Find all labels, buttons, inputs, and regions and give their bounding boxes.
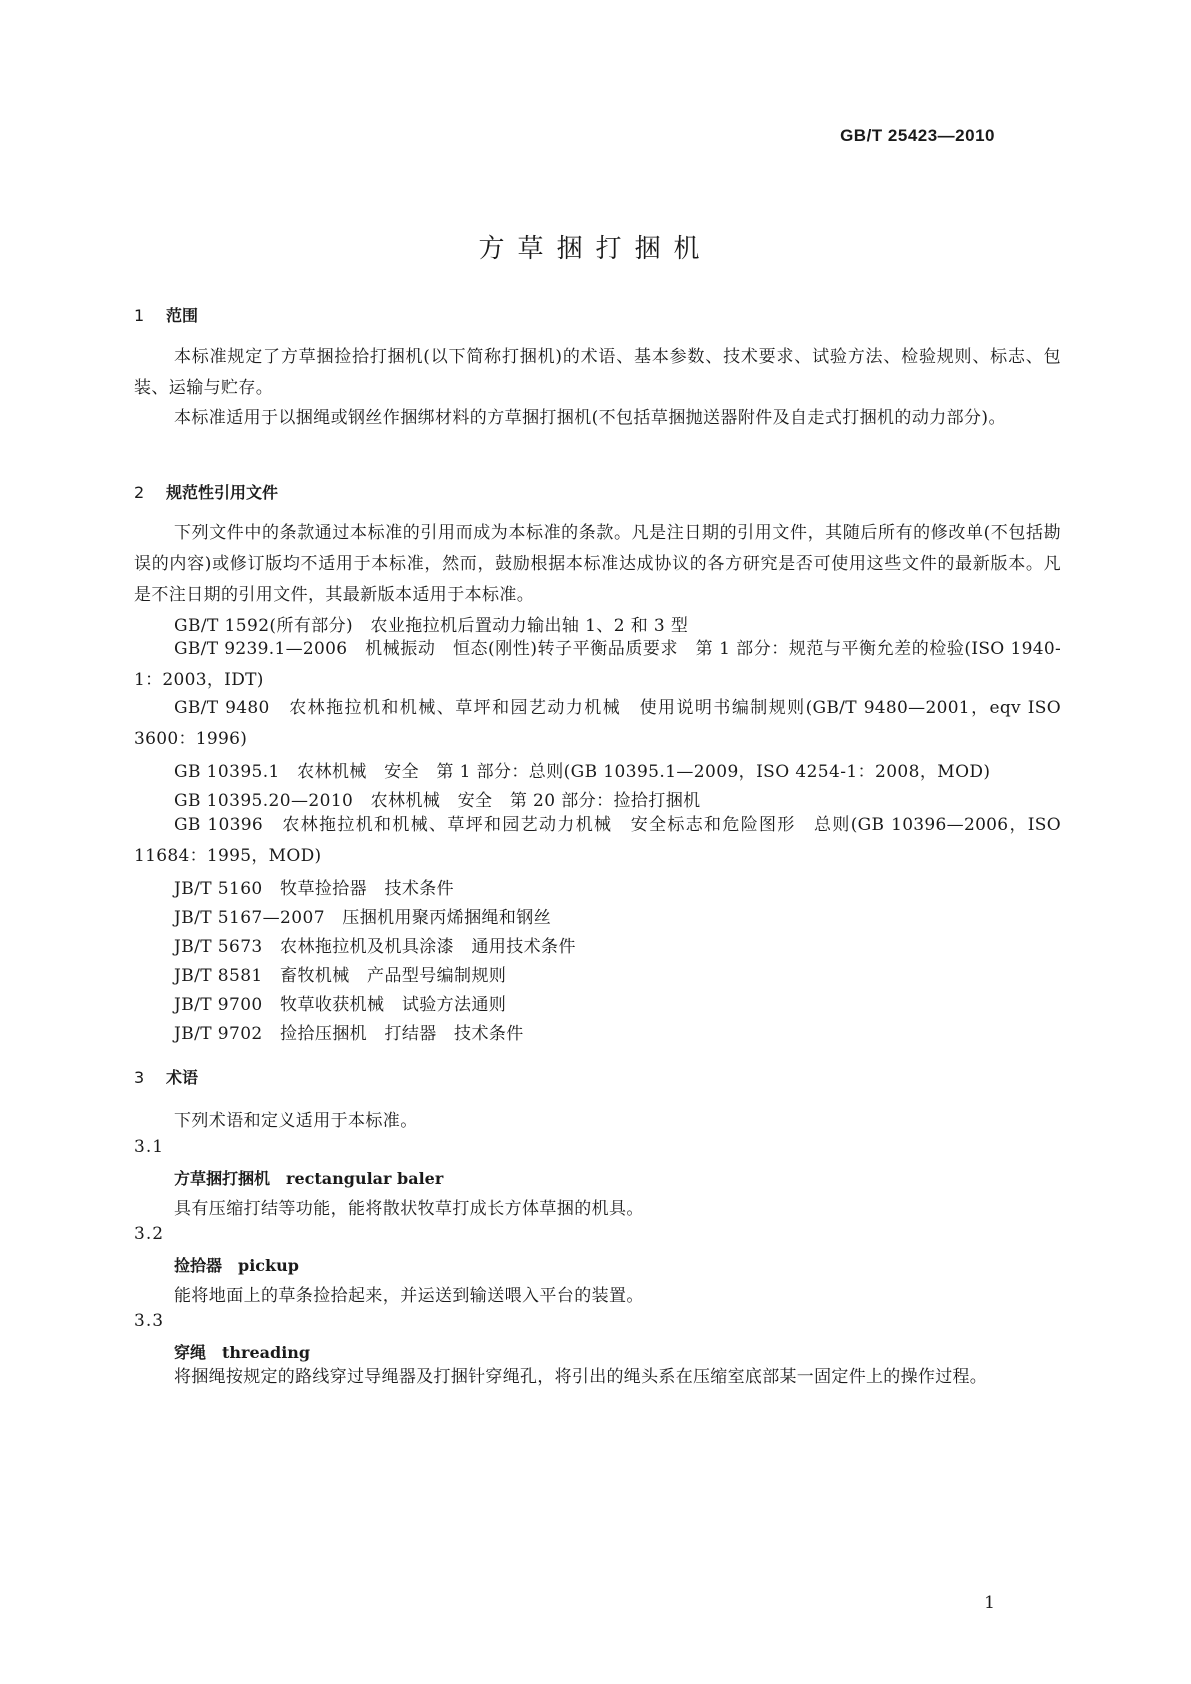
section-1-paragraph-1: 本标准规定了方草捆捡拾打捆机(以下简称打捆机)的术语、基本参数、技术要求、试验方法、检验规则、标志、包装、运输与贮存。	[134, 347, 1061, 398]
reference-item: JB/T 5160 牧草捡拾器 技术条件	[174, 879, 455, 899]
section-3-intro: 下列术语和定义适用于本标准。	[174, 1111, 418, 1131]
term-number: 3.1	[134, 1137, 165, 1157]
section-2-intro: 下列文件中的条款通过本标准的引用而成为本标准的条款。凡是注日期的引用文件，其随后所有的修改单(不包括勘误的内容)或修订版均不适用于本标准，然而，鼓励根据本标准达成协议的各方研究是否可使用这些文件的最新版本。凡是不注日期的引用文件，其最新版本适用于本标准。	[134, 523, 1061, 605]
page-title: 方草捆打捆机	[478, 234, 713, 264]
standard-number: GB/T 25423—2010	[840, 126, 995, 145]
section-title: 术语	[166, 1068, 199, 1087]
term-chinese: 方草捆打捆机	[174, 1169, 271, 1188]
term-definition: 具有压缩打结等功能，能将散状牧草打成长方体草捆的机具。	[174, 1199, 644, 1219]
term-english: rectangular baler	[286, 1169, 444, 1188]
section-3-heading	[134, 1065, 198, 1088]
reference-item: GB 10396 农林拖拉机和机械、草坪和园艺动力机械 安全标志和危险图形 总则(GB 10396—2006，ISO 11684：1995，MOD)	[134, 815, 1061, 866]
reference-item: JB/T 8581 畜牧机械 产品型号编制规则	[174, 966, 507, 986]
section-title: 范围	[166, 306, 199, 325]
section-number: 1	[134, 306, 145, 325]
section-2-heading	[134, 480, 278, 503]
section-number: 3	[134, 1068, 145, 1087]
term-number: 3.3	[134, 1311, 165, 1331]
reference-item: JB/T 5673 农林拖拉机及机具涂漆 通用技术条件	[174, 937, 576, 957]
term-english: pickup	[238, 1256, 299, 1275]
page-number: 1	[984, 1593, 995, 1613]
term-number: 3.2	[134, 1224, 165, 1244]
term-english: threading	[222, 1343, 311, 1362]
term-heading	[174, 1166, 443, 1189]
term-heading	[174, 1340, 310, 1363]
section-1-paragraph-2: 本标准适用于以捆绳或钢丝作捆绑材料的方草捆打捆机(不包括草捆抛送器附件及自走式打捆机的动力部分)。	[174, 408, 1006, 428]
term-definition: 将捆绳按规定的路线穿过导绳器及打捆针穿绳孔，将引出的绳头系在压缩室底部某一固定件上的操作过程。	[174, 1367, 988, 1387]
reference-item: JB/T 9702 捡拾压捆机 打结器 技术条件	[174, 1024, 524, 1044]
section-1-heading	[134, 303, 198, 326]
reference-item: JB/T 5167—2007 压捆机用聚丙烯捆绳和钢丝	[174, 908, 552, 928]
term-chinese: 捡拾器	[174, 1256, 223, 1275]
term-chinese: 穿绳	[174, 1343, 207, 1362]
term-definition: 能将地面上的草条捡拾起来，并运送到输送喂入平台的装置。	[174, 1286, 644, 1306]
term-heading	[174, 1253, 299, 1276]
reference-item: GB 10395.20—2010 农林机械 安全 第 20 部分：捡拾打捆机	[174, 791, 701, 811]
reference-item: GB/T 1592(所有部分) 农业拖拉机后置动力输出轴 1、2 和 3 型	[174, 616, 689, 636]
reference-item: GB/T 9239.1—2006 机械振动 恒态(刚性)转子平衡品质要求 第 1 部分：规范与平衡允差的检验(ISO 1940-1：2003，IDT)	[134, 639, 1061, 690]
reference-item: GB 10395.1 农林机械 安全 第 1 部分：总则(GB 10395.1—2009，ISO 4254-1：2008，MOD)	[174, 762, 991, 782]
section-title: 规范性引用文件	[166, 483, 279, 502]
reference-item: JB/T 9700 牧草收获机械 试验方法通则	[174, 995, 507, 1015]
reference-item: GB/T 9480 农林拖拉机和机械、草坪和园艺动力机械 使用说明书编制规则(GB/T 9480—2001，eqv ISO 3600：1996)	[134, 698, 1061, 749]
section-number: 2	[134, 483, 145, 502]
